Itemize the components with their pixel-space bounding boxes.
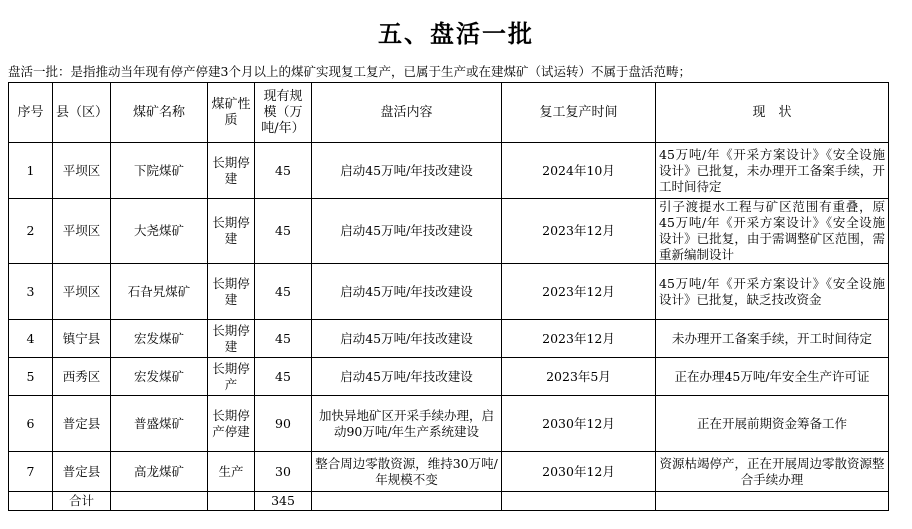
cell-seq: 5 [9, 358, 53, 396]
total-status-cell [656, 492, 889, 511]
cell-time: 2023年12月 [502, 320, 656, 358]
header-scale: 现有规模（万吨/年） [255, 83, 312, 143]
total-seq-cell [9, 492, 53, 511]
cell-seq: 4 [9, 320, 53, 358]
cell-county: 平坝区 [53, 143, 111, 199]
cell-scale: 45 [255, 143, 312, 199]
cell-nature: 长期停建 [208, 143, 255, 199]
cell-seq: 1 [9, 143, 53, 199]
table-row [9, 264, 889, 320]
cell-mine: 宏发煤矿 [111, 320, 208, 358]
cell-nature: 长期停产 [208, 358, 255, 396]
cell-status: 未办理开工备案手续，开工时间待定 [656, 320, 889, 358]
total-label: 合计 [53, 492, 111, 511]
cell-time: 2030年12月 [502, 452, 656, 492]
cell-status: 正在开展前期资金筹备工作 [656, 396, 889, 452]
cell-status: 正在办理45万吨/年安全生产许可证 [656, 358, 889, 396]
table-row [9, 358, 889, 396]
cell-seq: 2 [9, 199, 53, 264]
cell-content: 启动45万吨/年技改建设 [312, 143, 502, 199]
cell-nature: 长期停建 [208, 320, 255, 358]
cell-mine: 普盛煤矿 [111, 396, 208, 452]
cell-content: 启动45万吨/年技改建设 [312, 264, 502, 320]
table-row [9, 199, 889, 264]
cell-county: 镇宁县 [53, 320, 111, 358]
cell-content: 启动45万吨/年技改建设 [312, 320, 502, 358]
cell-nature: 长期停建 [208, 264, 255, 320]
cell-seq: 7 [9, 452, 53, 492]
total-scale: 345 [255, 492, 312, 511]
header-county: 县（区） [53, 83, 111, 143]
cell-mine: 宏发煤矿 [111, 358, 208, 396]
cell-county: 普定县 [53, 452, 111, 492]
cell-county: 平坝区 [53, 199, 111, 264]
revitalize-table [8, 82, 889, 511]
cell-county: 普定县 [53, 396, 111, 452]
total-time-cell [502, 492, 656, 511]
total-content-cell [312, 492, 502, 511]
header-row [9, 83, 889, 143]
table-row [9, 143, 889, 199]
header-seq: 序号 [9, 83, 53, 143]
cell-status: 45万吨/年《开采方案设计》《安全设施设计》已批复，缺乏技改资金 [656, 264, 889, 320]
total-nature-cell [208, 492, 255, 511]
cell-scale: 45 [255, 264, 312, 320]
cell-content: 整合周边零散资源，维持30万吨/年规模不变 [312, 452, 502, 492]
cell-time: 2030年12月 [502, 396, 656, 452]
cell-nature: 长期停产停建 [208, 396, 255, 452]
header-time: 复工复产时间 [502, 83, 656, 143]
cell-nature: 生产 [208, 452, 255, 492]
definition-note: 盘活一批：是指推动当年现有停产停建3个月以上的煤矿实现复工复产，已属于生产或在建煤矿（试运转）不属于盘活范畴； [8, 64, 691, 79]
cell-content: 启动45万吨/年技改建设 [312, 199, 502, 264]
cell-mine: 石旮旯煤矿 [111, 264, 208, 320]
cell-scale: 30 [255, 452, 312, 492]
table-row [9, 320, 889, 358]
header-status: 现 状 [656, 83, 889, 143]
cell-scale: 45 [255, 199, 312, 264]
cell-mine: 下院煤矿 [111, 143, 208, 199]
cell-county: 西秀区 [53, 358, 111, 396]
cell-time: 2023年5月 [502, 358, 656, 396]
cell-scale: 45 [255, 358, 312, 396]
header-nature: 煤矿性质 [208, 83, 255, 143]
cell-mine: 高龙煤矿 [111, 452, 208, 492]
cell-mine: 大尧煤矿 [111, 199, 208, 264]
total-mine-cell [111, 492, 208, 511]
cell-time: 2023年12月 [502, 264, 656, 320]
cell-seq: 6 [9, 396, 53, 452]
table-row [9, 396, 889, 452]
total-row [9, 492, 889, 511]
cell-time: 2024年10月 [502, 143, 656, 199]
cell-content: 启动45万吨/年技改建设 [312, 358, 502, 396]
header-mine: 煤矿名称 [111, 83, 208, 143]
cell-content: 加快异地矿区开采手续办理，启动90万吨/年生产系统建设 [312, 396, 502, 452]
cell-county: 平坝区 [53, 264, 111, 320]
cell-status: 资源枯竭停产，正在开展周边零散资源整合手续办理 [656, 452, 889, 492]
cell-seq: 3 [9, 264, 53, 320]
cell-status: 45万吨/年《开采方案设计》《安全设施设计》已批复，未办理开工备案手续，开工时间待定 [656, 143, 889, 199]
cell-scale: 90 [255, 396, 312, 452]
cell-status: 引子渡提水工程与矿区范围有重叠，原45万吨/年《开采方案设计》《安全设施设计》已批复，由于需调整矿区范围，需重新编制设计 [656, 199, 889, 264]
cell-time: 2023年12月 [502, 199, 656, 264]
cell-scale: 45 [255, 320, 312, 358]
header-content: 盘活内容 [312, 83, 502, 143]
cell-nature: 长期停建 [208, 199, 255, 264]
page-title: 五、盘活一批 [378, 19, 534, 48]
table-row [9, 452, 889, 492]
